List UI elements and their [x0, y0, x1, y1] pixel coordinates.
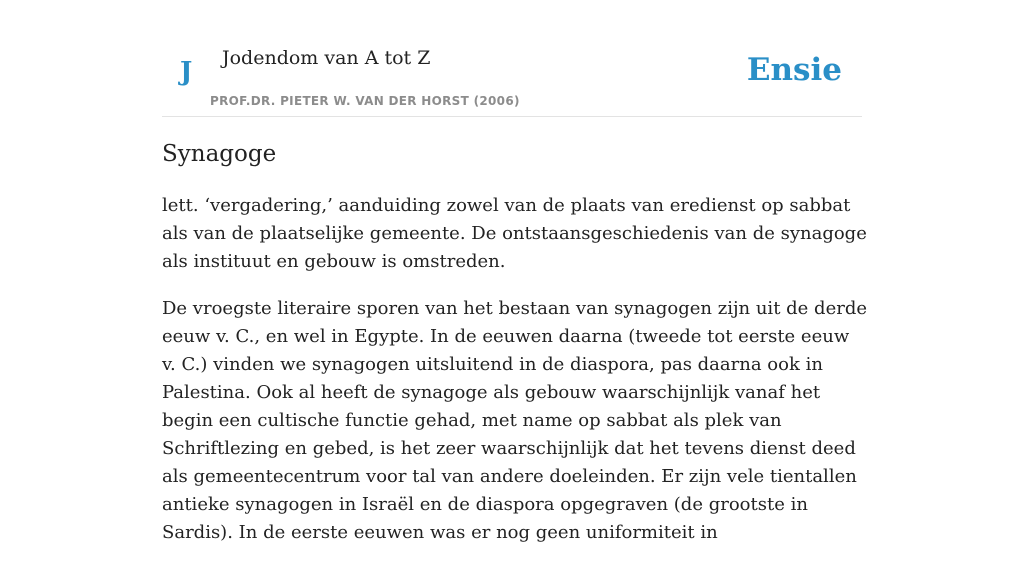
- entry-body: [162, 192, 867, 566]
- entry-title: Synagoge: [162, 141, 277, 167]
- book-header: [162, 0, 862, 117]
- paragraph-1: lett. ‘vergadering,’ aanduiding zowel van de plaats van eredienst op sabbat als van de plaatselijke gemeente. De ontstaansgeschiedenis van de synagoge als instituut en gebouw is omstreden.: [162, 195, 867, 272]
- paragraph-2: De vroegste literaire sporen van het bestaan van synagogen zijn uit de derde eeuw v. C., en wel in Egypte. In de eeuwen daarna (tweede tot eerste eeuw v. C.) vinden we synagogen uitsluitend in de diaspora, pas daarna ook in Palestina. Ook al heeft de synagoge als gebouw waarschijnlijk vanaf het begin een cultische functie gehad, met name op sabbat als plek van Schriftlezing en gebed, is het zeer waarschijnlijk dat het tevens dienst deed als gemeentecentrum voor tal van andere doeleinden. Er zijn vele tientallen antieke synagogen in Israël en de diaspora opgegraven (de grootste in Sardis). In de eerste eeuwen was er nog geen uniformiteit in: [162, 298, 867, 543]
- book-initial-logo[interactable]: J: [180, 57, 193, 87]
- brand-logo[interactable]: Ensie: [746, 52, 842, 88]
- book-title-link[interactable]: Jodendom van A tot Z: [222, 47, 431, 69]
- book-author: PROF.DR. PIETER W. VAN DER HORST (2006): [210, 94, 520, 108]
